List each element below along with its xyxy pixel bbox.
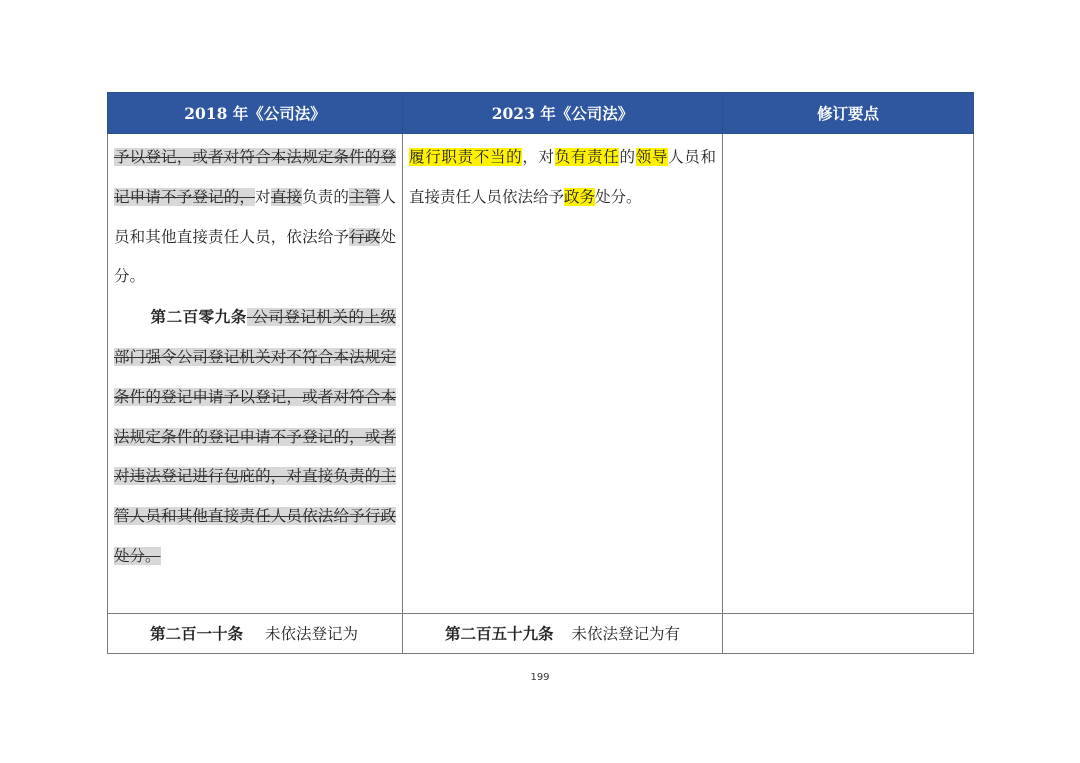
highlighted-text: 负有责任 [554, 148, 620, 166]
paragraph-2023-continuation [409, 138, 716, 218]
deleted-text: 主管 [349, 187, 381, 206]
text-run: 的 [619, 148, 636, 166]
text-run: 负责的 [302, 187, 350, 206]
paragraph-2018-continuation [114, 138, 396, 297]
cell-2018-article-210 [108, 614, 403, 654]
cell-revision-points [723, 134, 974, 614]
deleted-text: 的登记申请不予登记的， [114, 148, 396, 206]
header-2018: 2018 年《公司法》 [108, 93, 403, 134]
page-number: 199 [530, 672, 550, 683]
deleted-text: 行政 [349, 227, 381, 246]
deleted-text: 直接 [270, 187, 303, 206]
header-2023: 2023 年《公司法》 [403, 93, 723, 134]
text-run: 人员和直接责任人员依法给予 [409, 148, 716, 206]
cell-2018-text [108, 134, 403, 614]
text-run: 人员和其他直接责任人员，依法给予 [114, 187, 396, 246]
article-210-title: 第二百一十条 [150, 623, 244, 643]
cell-2023-text [403, 134, 723, 614]
article-209-title: 第二百零九条 [150, 307, 247, 327]
highlighted-text: 领导 [635, 148, 669, 166]
text-run: 处分。 [595, 187, 642, 206]
comparison-table [107, 92, 974, 654]
table-row [108, 614, 974, 654]
article-210-body: 未依法登记为 [265, 624, 359, 643]
article-259-body: 未依法登记为有 [571, 624, 681, 643]
paragraph-article-209 [114, 297, 396, 577]
cell-2023-article-259 [403, 614, 723, 654]
table-header-row [108, 93, 974, 134]
deleted-text: 予以登记，或者对符合本法规定条件 [114, 148, 365, 166]
text-run: 对 [255, 187, 271, 206]
text-run: ，对 [522, 148, 555, 166]
table-row [108, 134, 974, 614]
cell-revision-points-2 [723, 614, 974, 654]
text-run: 处分。 [114, 227, 396, 286]
article-259-title: 第二百五十九条 [445, 623, 554, 643]
highlighted-text: 履行职责不当的 [409, 148, 523, 166]
highlighted-text: 政务 [564, 187, 596, 206]
header-revision-points: 修订要点 [723, 93, 974, 134]
article-209-body: 公司登记机关的上级部门强令公司登记机关对不符合本法规定条件的登记申请予以登记，或者对符合本法规定条件的登记申请不予登记的，或者对违法登记进行包庇的，对直接负责的主管人员和其他直接责任人员依法给予行政处分。 [114, 308, 396, 565]
